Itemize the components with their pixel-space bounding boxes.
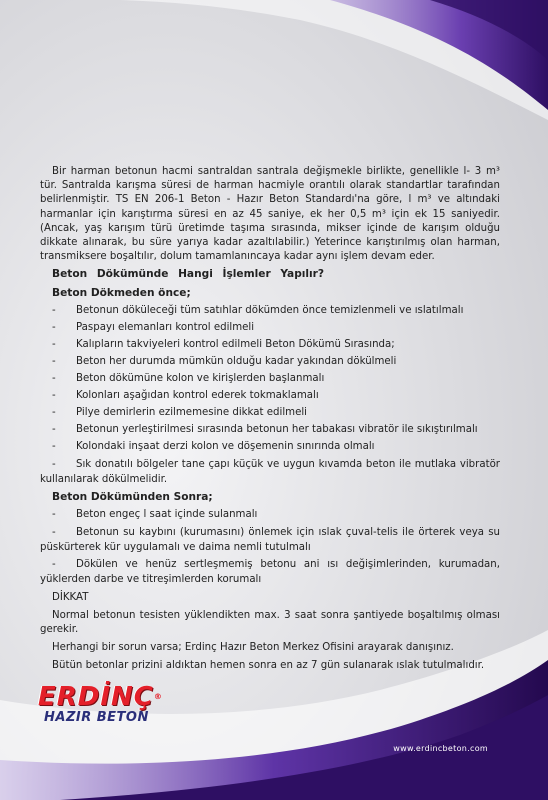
list-item: - Beton engeç l saat içinde sulanmalı bbox=[52, 509, 258, 521]
list-item: - Kolondaki inşaat derzi kolon ve döşemenin sınırında olmalı bbox=[52, 441, 375, 453]
logo-wordmark: ERDİNÇ bbox=[38, 682, 154, 712]
dikkat-title: DİKKAT bbox=[52, 592, 89, 604]
dikkat-note: Bütün betonlar prizini aldıktan hemen sonra en az 7 gün sulanarak ıslak tutulmalıdır. bbox=[52, 660, 485, 672]
list-item-wrapped: - Betonun su kaybını (kurumasını) önlemek için ıslak çuval-telis ile örterek veya su püskürterek kür uygulamalı ve daima nemli tutulmalı bbox=[40, 527, 500, 554]
section-heading-before: Beton Dökmeden önce; bbox=[52, 287, 191, 300]
section-heading-after: Beton Dökümünden Sonra; bbox=[52, 491, 213, 504]
list-item-wrapped: - Sık donatılı bölgeler tane çapı küçük ve uygun kıvamda beton ile mutlaka vibratör kullanılarak dökülmelidir. bbox=[40, 459, 500, 486]
list-item: - Beton dökümüne kolon ve kirişlerden başlanmalı bbox=[52, 373, 325, 385]
list-item: - Pilye demirlerin ezilmemesine dikkat edilmeli bbox=[52, 407, 308, 419]
list-item: - Beton her durumda mümkün olduğu kadar yakından dökülmeli bbox=[52, 356, 397, 368]
dikkat-note: Herhangi bir sorun varsa; Erdinç Hazır Beton Merkez Ofisini arayarak danışınız. bbox=[52, 642, 454, 654]
section-heading-main: Beton Dökümünde Hangi İşlemler Yapılır? bbox=[52, 268, 325, 281]
dikkat-note: Normal betonun tesisten yüklendikten max. 3 saat sonra şantiyede boşaltılmış olması gerekir. bbox=[40, 610, 500, 636]
list-item-wrapped: - Dökülen ve henüz sertleşmemiş betonu ani ısı değişimlerinden, kurumadan, yüklerden darbe ve titreşimlerden korumalı bbox=[40, 559, 500, 586]
erdinc-logo bbox=[38, 682, 163, 735]
list-item: - Kalıpların takviyeleri kontrol edilmeli Beton Dökümü Sırasında; bbox=[52, 339, 395, 351]
registered-mark: ® bbox=[153, 692, 163, 701]
website-link[interactable]: www.erdincbeton.com bbox=[393, 744, 488, 753]
intro-paragraph: Bir harman betonun hacmi santraldan santrala değişmekle birlikte, genellikle l- 3 m³ tür. Santralda karışma süresi de harman hacmiyle orantılı olarak standartlar tarafından belirlenmiştir. TS EN 206-1 Beton - Hazır Beton Standardı'na göre, l m³ ve altındaki harmanlar için karıştırma süresi en az 45 saniye, ek her 0,5 m³ için ek 15 saniyedir. (Ancak, yaş karışım türü üretimde taşıma sırasında, mikser içinde de karışım olduğu dikkate alınarak, bu süre yarıya kadar azaltılabilir.) Yeterince karıştırılmış olan harman, transmiksere boşaltılır, dolum tamamlanıncaya kadar aynı işlem devam eder. bbox=[40, 166, 500, 263]
list-item: - Kolonları aşağıdan kontrol ederek tokmaklamalı bbox=[52, 390, 319, 402]
list-item: - Betonun yerleştirilmesi sırasında betonun her tabakası vibratör ile sıkıştırılmalı bbox=[52, 424, 478, 436]
logo-subtitle: HAZIR BETON bbox=[44, 710, 149, 725]
list-item: - Paspayı elemanları kontrol edilmeli bbox=[52, 322, 255, 334]
main-content bbox=[40, 165, 500, 673]
list-item: - Betonun döküleceği tüm satıhlar dökümden önce temizlenmeli ve ıslatılmalı bbox=[52, 305, 464, 317]
